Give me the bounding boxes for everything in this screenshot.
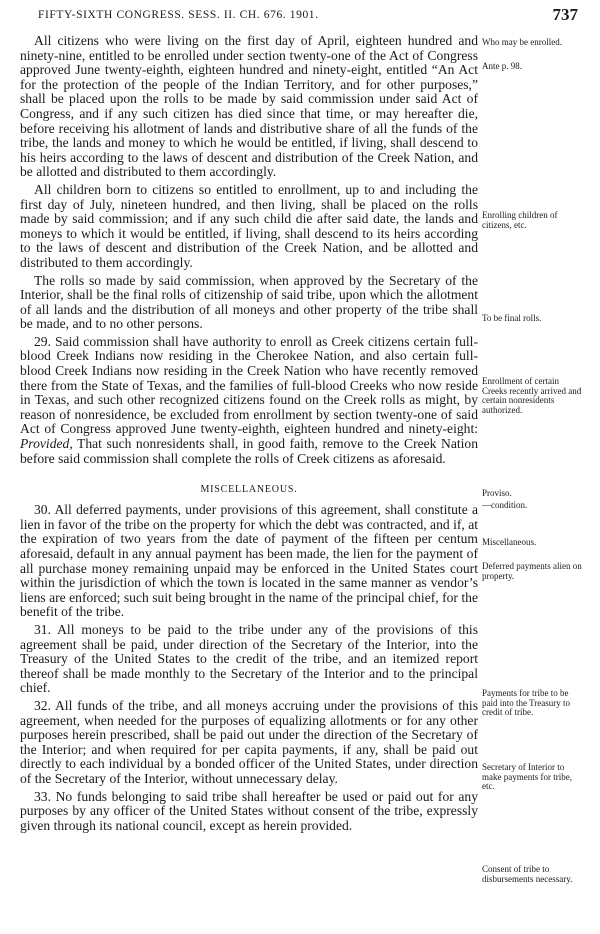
margin-note-secretary-payments: Secretary of Interior to make payments for tribe, etc. [482,762,572,792]
running-head-title: FIFTY-SIXTH CONGRESS. SESS. II. CH. 676. 1901. [38,9,319,21]
section-29-text: 29. Said commission shall have authority to enroll as Creek citizens certain full-blood Creek Indians now residing in the Cherokee Nation, and also certain full-blood Creek Indians now residing in the Creek Nation who have recently removed there from the State of Texas, and the families of full-blood Creeks who now reside in Texas, and such other recognized citizens found on the Creek rolls as might, by reason of nonresidence, be excluded from enrollment by section twenty-one of said Act of Congress approved June twenty-eighth, eighteen hundred and ninety-eight: [20,333,478,437]
paragraph-section-29 [20,335,478,466]
paragraph-section-32: 32. All funds of the tribe, and all moneys accruing under the provisions of this agreement, when needed for the purposes of equalizing allotments or for any other purposes herein prescribed, shall be paid out under the direction of the Secretary of the Interior; and when required for per capita payments, if any, shall be paid out directly to each individual by a bonded officer of the United States, under direction of the Secretary of the Interior, without unnecessary delay. [20,697,478,786]
margin-note-who-may-be-enrolled: Who may be enrolled. [482,37,562,47]
margin-note-consent-of-tribe: Consent of tribe to disbursements necessary. [482,864,573,884]
paragraph-section-33: 33. No funds belonging to said tribe shall hereafter be used or paid out for any purposes by any officer of the United States without consent of the tribe, expressly given through its national council, except as herein provided. [20,788,478,833]
margin-note-enrollment-creeks: Enrollment of certain Creeks recently arrived and certain nonresidents authorized. [482,376,582,415]
margin-note-enrolling-children: Enrolling children of citizens, etc. [482,210,558,230]
margin-note-ante-reference: Ante p. 98. [482,61,522,71]
main-text-column [20,34,478,833]
paragraph-section-30: 30. All deferred payments, under provisions of this agreement, shall constitute a lien in favor of the tribe on the property for which the debt was contracted, and if, at the expiration of two years from the date of payment of the fifteen per centum aforesaid, default in any annual payment has been made, the lien for the payment of all purchase money remaining unpaid may be enforced in the United States court within the jurisdiction of which the town is located in the same manner as vendor’s liens are enforced; such suit being brought in the name of the principal chief, for the benefit of the tribe. [20,502,478,620]
proviso-word: Provided, [20,436,73,452]
running-header [38,6,578,28]
paragraph-final-rolls: The rolls so made by said commission, when approved by the Secretary of the Interior, shall be the final rolls of citizenship of said tribe, upon which the allotment of all lands and the distribution of all moneys and other property of the tribe shall be made, and to no other persons. [20,272,478,332]
margin-note-final-rolls: To be final rolls. [482,313,542,323]
margin-note-condition: —condition. [482,500,528,510]
margin-note-proviso: Proviso. [482,488,512,498]
paragraph-enrollment-citizens: All citizens who were living on the first day of April, eighteen hundred and ninety-nine, entitled to be enrolled under section twenty-one of the Act of Congress approved June twenty-eighth, eighteen hundred and ninety-eight, entitled “An Act for the protection of the people of the Indian Territory, and for other purposes,” shall be placed upon the rolls to be made by said commission under said Act of Congress, and if any such citizen has died since that time, or may hereafter die, before receiving his allotment of lands and distributive share of all the funds of the tribe, the lands and money to which he would be entitled, if living, shall descend to his heirs according to the laws of descent and distribution of the Creek Nation, and be allotted and distributed to them accordingly. [20,33,478,180]
section-heading-miscellaneous: MISCELLANEOUS. [200,484,298,496]
section-29-proviso-text: That such nonresidents shall, in good faith, remove to the Creek Nation before said commission shall complete the rolls of Creek citizens as aforesaid. [20,436,478,466]
margin-note-payments-treasury: Payments for tribe to be paid into the Treasury to credit of tribe. [482,688,570,718]
margin-note-deferred-payments: Deferred payments alien on property. [482,561,582,581]
margin-note-miscellaneous: Miscellaneous. [482,537,537,547]
paragraph-section-31: 31. All moneys to be paid to the tribe under any of the provisions of this agreement shall be paid, under direction of the Secretary of the Interior, into the Treasury of the United States to the credit of the tribe, and an itemized report thereof shall be made monthly to the Secretary of the Interior and to the principal chief. [20,621,478,696]
page-number: 737 [552,5,578,24]
paragraph-children-born: All children born to citizens so entitled to enrollment, up to and including the first day of July, nineteen hundred, and then living, shall be placed on the rolls made by said commission; and if any such child die after said date, the lands and moneys to which it would be entitled, if living, shall descend to its heirs according to the laws of descent and distribution of the Creek Nation, and be allotted and distributed to them accordingly. [20,181,478,270]
